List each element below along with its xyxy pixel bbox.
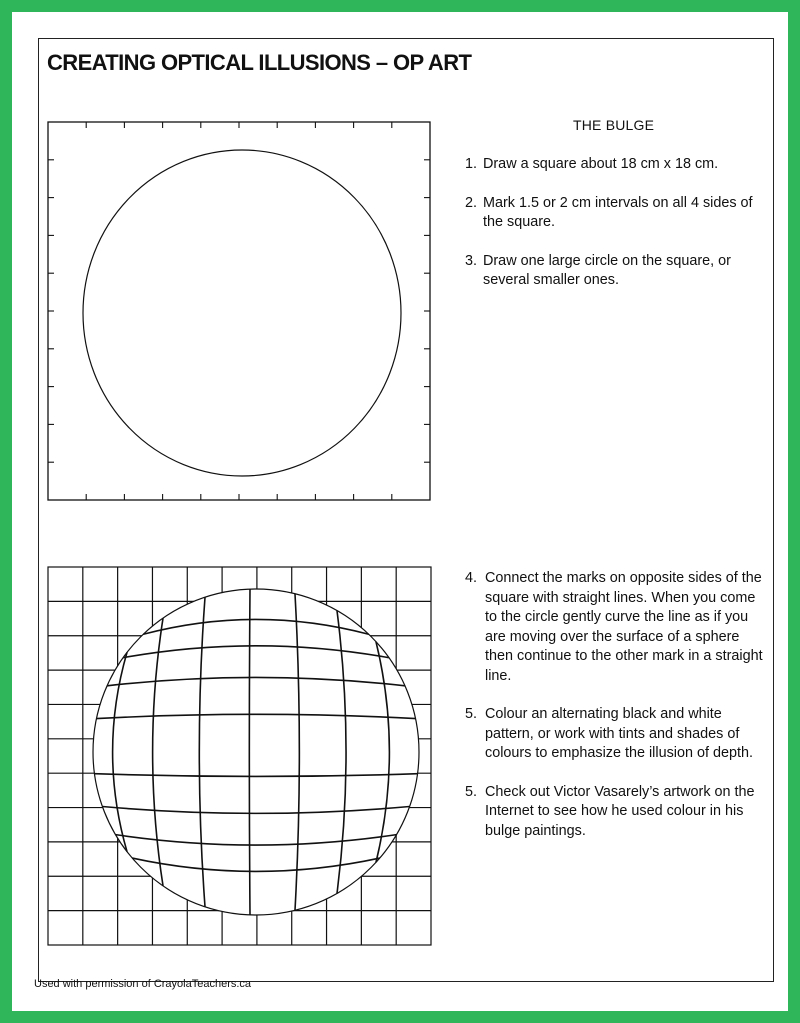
step-item <box>465 155 765 175</box>
worksheet-page <box>12 12 788 1011</box>
interval-tick-marks <box>48 122 430 500</box>
step-text: Check out Victor Vasarely’s artwork on the Internet to see how he used colour in his bulge paintings. <box>485 783 755 839</box>
step-item <box>465 569 770 686</box>
step-item <box>465 194 765 233</box>
step-number: 5. <box>465 706 478 722</box>
step-text: Draw one large circle on the square, or several smaller ones. <box>483 252 731 288</box>
step-number: 4. <box>465 570 478 586</box>
step-item <box>465 705 770 764</box>
step-text: Colour an alternating black and white pattern, or work with tints and shades of colours to emphasize the illusion of depth. <box>485 706 753 761</box>
credit-line: Used with permission of CrayolaTeachers.ca <box>34 978 252 990</box>
bulge-grid-diagram <box>47 566 432 948</box>
steps-upper <box>465 155 765 310</box>
step-number: 3. <box>465 252 478 269</box>
square-outline <box>48 122 430 500</box>
step-text: Mark 1.5 or 2 cm intervals on all 4 sides of the square. <box>483 194 753 230</box>
sphere-outline <box>93 589 419 915</box>
step-item <box>465 252 765 291</box>
step-item <box>465 783 770 842</box>
large-circle <box>83 150 401 476</box>
steps-lower <box>465 569 770 860</box>
step-number: 5. <box>465 783 478 800</box>
square-with-circle-diagram <box>47 121 432 514</box>
step-number: 1. <box>465 156 478 172</box>
step-number: 2. <box>465 194 478 211</box>
page-title: CREATING OPTICAL ILLUSIONS – OP ART <box>47 50 472 75</box>
step-text: Draw a square about 18 cm x 18 cm. <box>483 156 719 172</box>
section-heading: THE BULGE <box>573 117 655 133</box>
step-text: Connect the marks on opposite sides of the square with straight lines. When you come to the circle gently curve the line as if you are moving over the surface of a sphere then continue to the other mark in a straight line. <box>485 570 763 684</box>
